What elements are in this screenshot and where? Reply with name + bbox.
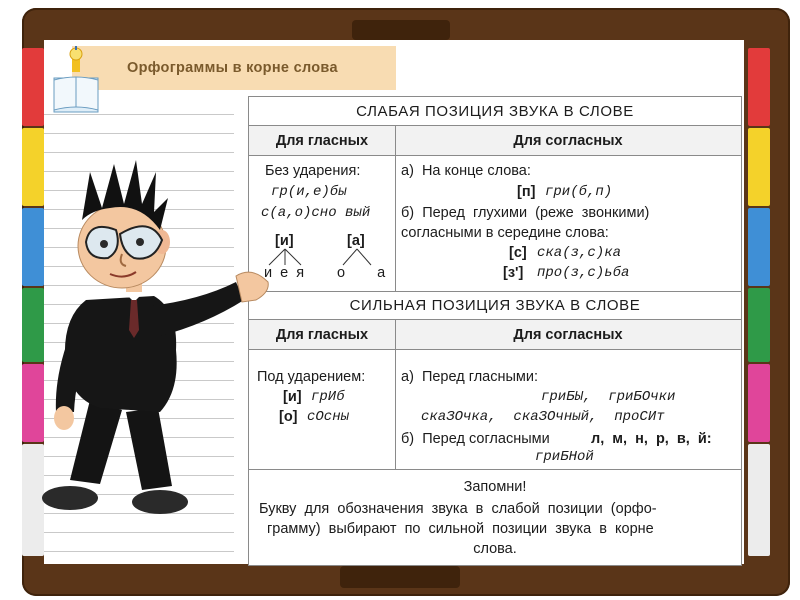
weak-divider — [395, 125, 396, 291]
weak-vowels-sound1: [и] — [275, 233, 294, 249]
weak-heading: СЛАБАЯ ПОЗИЦИЯ ЗВУКА В СЛОВЕ — [356, 103, 634, 120]
remember-line3: слова. — [473, 541, 517, 557]
frame-top-slot — [352, 20, 450, 40]
strong-divider — [395, 319, 396, 469]
weak-consonants-a: а) На конце слова: — [401, 163, 531, 179]
weak-consonants-b-example1: ска(з,с)ка — [537, 245, 622, 261]
weak-consonants-b: б) Перед глухими (реже звонкими) — [401, 205, 650, 221]
weak-vowels-letters2: о а — [337, 265, 386, 281]
strong-consonants-a-examples1: гриБЫ, гриБОчки — [541, 389, 676, 405]
strong-vowels-example1: грИб — [311, 389, 345, 405]
tab-blue-right — [748, 208, 770, 286]
strong-vowels-intro: Под ударением: — [257, 369, 366, 385]
weak-vowels-example1: гр(и,е)бы — [271, 184, 347, 200]
strong-vowels-sound2: [о] — [279, 409, 298, 425]
book-icon — [50, 44, 102, 114]
weak-col-vowels: Для гласных — [275, 133, 369, 149]
weak-vowels-intro: Без ударения: — [265, 163, 361, 179]
weak-vowels-sound2: [а] — [347, 233, 365, 249]
frame-bottom-slot — [340, 566, 460, 588]
tab-green-right — [748, 288, 770, 362]
strong-consonants-b-letters: л, м, н, р, в, й: — [591, 431, 712, 447]
tab-red-right — [748, 48, 770, 126]
strong-consonants-a-examples2: скаЗОчка, скаЗОчный, проСИт — [421, 409, 665, 425]
remember-line2: грамму) выбирают по сильной позиции звука в корне — [267, 521, 654, 537]
remember-title: Запомни! — [463, 479, 527, 495]
rules-table — [248, 96, 742, 566]
tab-pink-right — [748, 364, 770, 442]
strong-vowels-example2: сОсны — [307, 409, 350, 425]
strong-consonants-b: б) Перед согласными — [401, 431, 550, 447]
page-title: Орфограммы в корне слова — [127, 60, 338, 76]
weak-col-consonants: Для согласных — [513, 133, 623, 149]
remember-line1: Букву для обозначения звука в слабой позиции (орфо- — [259, 501, 657, 517]
strong-col-consonants: Для согласных — [513, 327, 623, 343]
weak-vowels-letters1: и е я — [264, 265, 305, 281]
strong-col-vowels: Для гласных — [275, 327, 369, 343]
cartoon-teacher-illustration — [30, 150, 280, 530]
tab-white-right — [748, 444, 770, 556]
weak-consonants-b-sound2: [з'] — [503, 265, 524, 281]
tab-red — [22, 48, 44, 126]
weak-consonants-b-sound1: [с] — [509, 245, 527, 261]
strong-heading: СИЛЬНАЯ ПОЗИЦИЯ ЗВУКА В СЛОВЕ — [349, 297, 641, 314]
weak-consonants-a-example: гри(б,п) — [545, 184, 613, 200]
strong-consonants-b-example: гриБНой — [535, 449, 594, 465]
tab-yellow-right — [748, 128, 770, 206]
weak-consonants-a-sound: [п] — [517, 184, 536, 200]
strong-vowels-sound1: [и] — [283, 389, 302, 405]
weak-vowels-example2: с(а,о)сно вый — [261, 205, 371, 221]
weak-consonants-b2: согласными в середине слова: — [401, 225, 609, 241]
weak-consonants-b-example2: про(з,с)ьба — [537, 265, 630, 281]
strong-consonants-a: а) Перед гласными: — [401, 369, 539, 385]
